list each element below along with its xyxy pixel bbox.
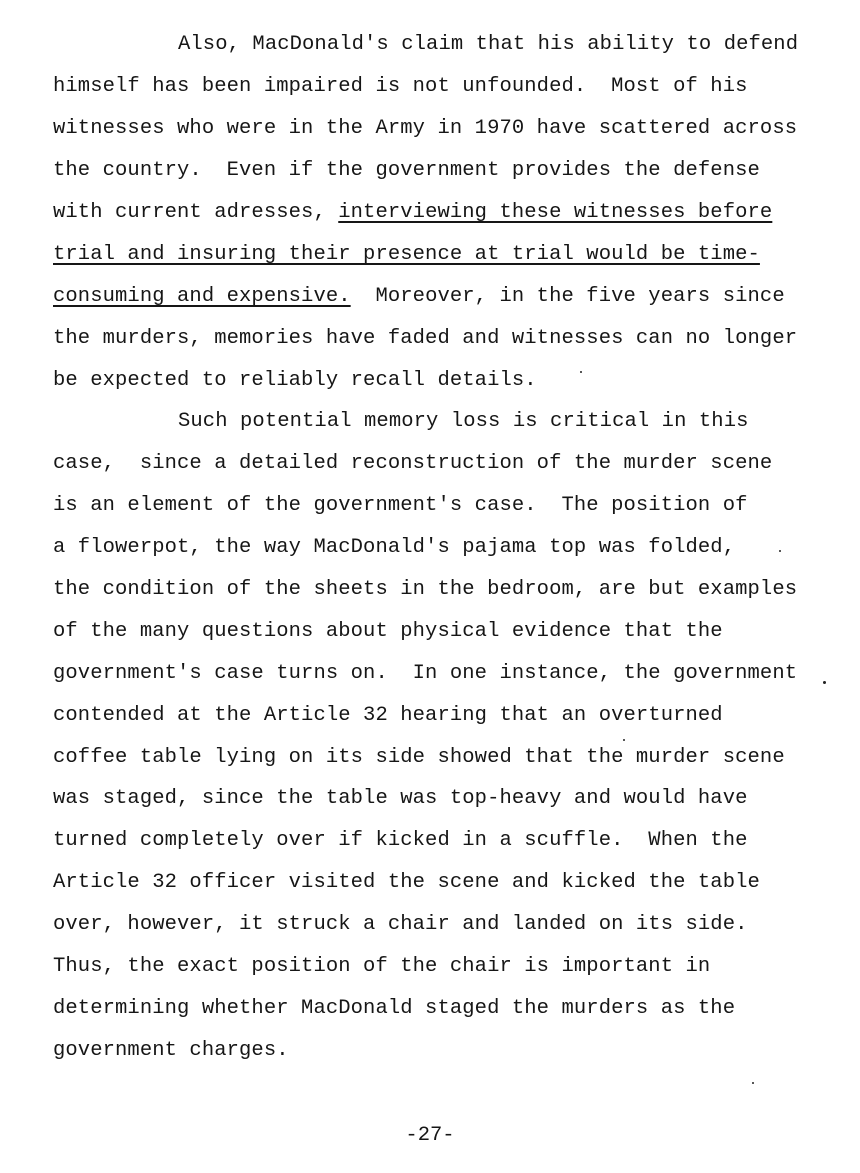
paragraph2-line3: is an element of the government's case. The position of: [53, 494, 748, 517]
paragraph1-line5-underlined: interviewing these witnesses before: [338, 201, 773, 224]
paragraph1-line5-start: with current adresses,: [53, 201, 339, 224]
paragraph1-line4: the country. Even if the government provides the defense: [53, 159, 760, 182]
paragraph2-line14: Thus, the exact position of the chair is important in: [53, 955, 711, 978]
paragraph2-line2: case, since a detailed reconstruction of the murder scene: [53, 452, 773, 475]
paragraph2-line1: Such potential memory loss is critical in this: [178, 410, 749, 433]
paragraph2-line11: turned completely over if kicked in a scuffle. When the: [53, 829, 748, 852]
scan-speck: [823, 681, 826, 684]
paragraph2-line9: coffee table lying on its side showed that the murder scene: [53, 746, 785, 769]
paragraph2-line5: the condition of the sheets in the bedroom, are but examples: [53, 578, 798, 601]
paragraph1-line1: Also, MacDonald's claim that his ability to defend: [178, 33, 799, 56]
paragraph2-line7: government's case turns on. In one instance, the government: [53, 662, 798, 685]
scan-speck: [623, 739, 625, 741]
paragraph2-line10: was staged, since the table was top-heavy and would have: [53, 787, 748, 810]
page-number: -27-: [405, 1124, 455, 1147]
paragraph2-line8: contended at the Article 32 hearing that an overturned: [53, 704, 723, 727]
paragraph1-line9: be expected to reliably recall details.: [53, 369, 537, 392]
paragraph2-line13: over, however, it struck a chair and landed on its side.: [53, 913, 748, 936]
paragraph1-line5: [53, 201, 772, 225]
paragraph2-line4: a flowerpot, the way MacDonald's pajama top was folded,: [53, 536, 736, 559]
paragraph1-line7: [53, 285, 785, 309]
paragraph1-line2: himself has been impaired is not unfounded. Most of his: [53, 75, 748, 98]
paragraph2-line6: of the many questions about physical evidence that the: [53, 620, 723, 643]
scan-speck: [580, 371, 582, 373]
paragraph1-line6-underlined: trial and insuring their presence at trial would be time-: [53, 243, 760, 266]
paragraph2-line15: determining whether MacDonald staged the murders as the: [53, 997, 736, 1020]
scan-speck: [752, 1082, 754, 1084]
paragraph2-line16: government charges.: [53, 1039, 289, 1062]
paragraph1-line7-underlined: consuming and expensive.: [53, 285, 351, 308]
paragraph1-line3: witnesses who were in the Army in 1970 have scattered across: [53, 117, 798, 140]
paragraph2-line12: Article 32 officer visited the scene and kicked the table: [53, 871, 760, 894]
paragraph1-line7-rest: Moreover, in the five years since: [350, 285, 785, 308]
scan-speck: [779, 550, 781, 552]
paragraph1-line8: the murders, memories have faded and witnesses can no longer: [53, 327, 798, 350]
